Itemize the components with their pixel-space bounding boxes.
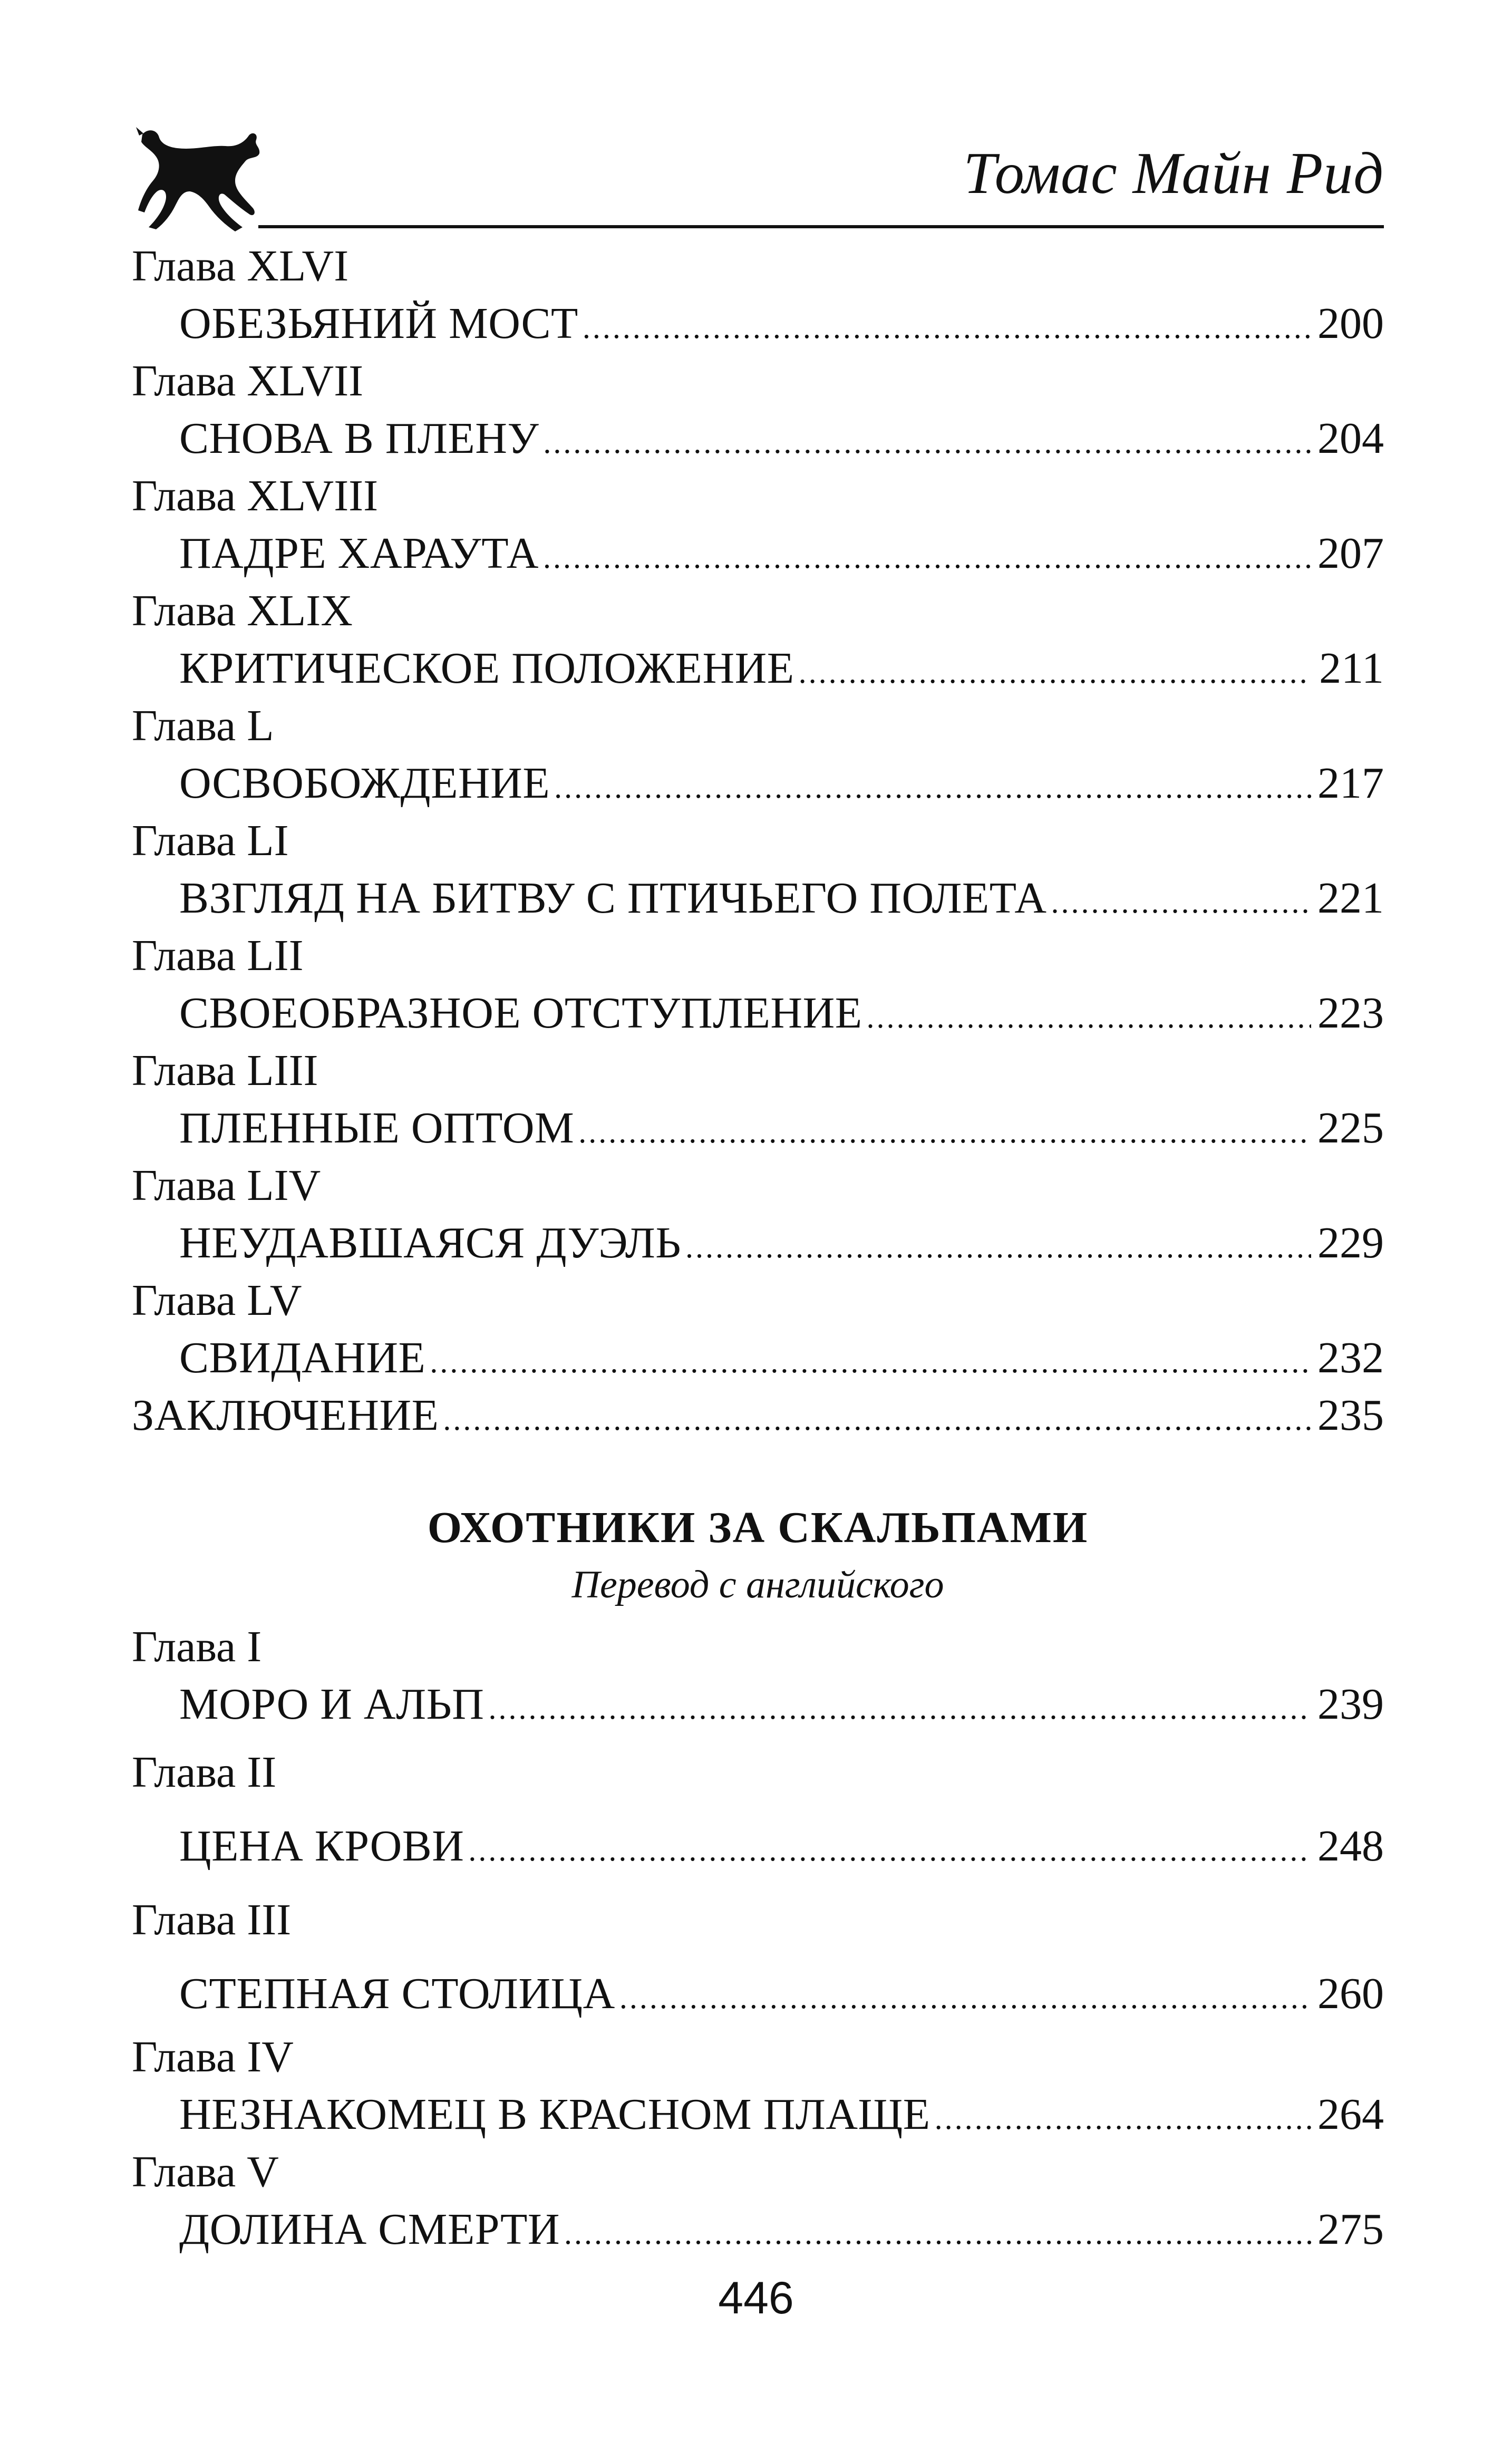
table-of-contents (132, 237, 1384, 2258)
page-number: 223 (1317, 989, 1384, 1038)
dot-leader (543, 529, 1311, 586)
chapter-label: Глава LV (132, 1276, 302, 1325)
toc-entry (132, 927, 1384, 1042)
section-subtitle: Перевод с английского (571, 1563, 944, 1606)
toc-entry (132, 1733, 1384, 1881)
section-heading (132, 1444, 1384, 1618)
page-number: 232 (1317, 1333, 1384, 1382)
toc-entry (132, 697, 1384, 812)
page-number: 221 (1317, 874, 1384, 923)
chapter-label: Глава XLVIII (132, 471, 379, 520)
chapter-title: ЦЕНА КРОВИ (179, 1821, 464, 1871)
dot-leader (867, 989, 1311, 1046)
chapter-title: МОРО И АЛЬП (179, 1680, 484, 1729)
dot-leader (564, 2205, 1311, 2262)
chapter-title: СВОЕОБРАЗНОЕ ОТСТУПЛЕНИЕ (179, 989, 862, 1038)
dot-leader (1051, 874, 1311, 931)
chapter-label: Глава L (132, 701, 274, 750)
toc-entry-conclusion (132, 1387, 1384, 1444)
dot-leader (583, 299, 1311, 356)
dot-leader (619, 1963, 1311, 2032)
running-header (132, 119, 1384, 235)
chapter-title: СВИДАНИЕ (179, 1333, 426, 1382)
chapter-label: Глава XLIX (132, 586, 353, 635)
chapter-label: Глава XLVII (132, 356, 364, 405)
toc-entry (132, 812, 1384, 927)
header-rule (258, 225, 1384, 228)
toc-entry (132, 467, 1384, 582)
page-number: 235 (1317, 1391, 1384, 1440)
toc-entry (132, 1618, 1384, 1733)
chapter-title: ВЗГЛЯД НА БИТВУ С ПТИЧЬЕГО ПОЛЕТА (179, 874, 1047, 923)
toc-entry (132, 1042, 1384, 1157)
toc-entry (132, 582, 1384, 697)
author-name: Томас Майн Рид (963, 141, 1384, 206)
page-number: 239 (1317, 1680, 1384, 1729)
page-number: 260 (1317, 1969, 1384, 2018)
dot-leader (685, 1218, 1311, 1276)
page-folio: 446 (718, 2273, 794, 2323)
page-number: 204 (1317, 414, 1384, 463)
page-number: 200 (1317, 299, 1384, 348)
chapter-title: НЕЗНАКОМЕЦ В КРАСНОМ ПЛАЩЕ (179, 2090, 931, 2139)
chapter-title: ОСВОБОЖДЕНИЕ (179, 759, 550, 808)
toc-entry (132, 1272, 1384, 1387)
page-number: 248 (1317, 1821, 1384, 1871)
dot-leader (578, 1103, 1311, 1161)
chapter-label: Глава IV (132, 2032, 294, 2081)
dot-leader (554, 759, 1311, 816)
toc-entry (132, 352, 1384, 467)
chapter-title: НЕУДАВШАЯСЯ ДУЭЛЬ (179, 1218, 681, 1267)
page-number: 211 (1319, 644, 1384, 693)
toc-entry (132, 2028, 1384, 2143)
dot-leader (543, 414, 1311, 471)
page-number: 264 (1317, 2090, 1384, 2139)
page-number: 225 (1317, 1103, 1384, 1152)
chapter-label: Глава III (132, 1895, 292, 1944)
chapter-title: ОБЕЗЬЯНИЙ МОСТ (179, 299, 578, 348)
dot-leader (430, 1333, 1311, 1391)
chapter-label: Глава LIII (132, 1046, 318, 1095)
toc-entry (132, 237, 1384, 352)
chapter-title: ЗАКЛЮЧЕНИЕ (132, 1391, 439, 1440)
page-number: 275 (1317, 2205, 1384, 2254)
dot-leader (799, 644, 1311, 701)
chapter-label: Глава LII (132, 931, 304, 980)
chapter-title: ПАДРЕ ХАРАУТА (179, 529, 539, 578)
toc-entry (132, 1157, 1384, 1272)
chapter-label: Глава LIV (132, 1161, 321, 1210)
dot-leader (443, 1391, 1311, 1448)
toc-entry (132, 2143, 1384, 2258)
page-number: 229 (1317, 1218, 1384, 1267)
dot-leader (935, 2090, 1311, 2147)
section-title: ОХОТНИКИ ЗА СКАЛЬПАМИ (427, 1503, 1089, 1552)
chapter-title: СТЕПНАЯ СТОЛИЦА (179, 1969, 615, 2018)
chapter-title: КРИТИЧЕСКОЕ ПОЛОЖЕНИЕ (179, 644, 794, 693)
dot-leader (488, 1680, 1311, 1737)
page-number: 207 (1317, 529, 1384, 578)
chapter-label: Глава V (132, 2147, 279, 2196)
dot-leader (468, 1816, 1311, 1884)
chapter-label: Глава I (132, 1622, 262, 1671)
page-number: 217 (1317, 759, 1384, 808)
chapter-label: Глава II (132, 1748, 277, 1797)
chapter-label: Глава XLVI (132, 241, 349, 290)
chapter-title: СНОВА В ПЛЕНУ (179, 414, 539, 463)
horse-logo-icon (132, 124, 264, 235)
chapter-title: ДОЛИНА СМЕРТИ (179, 2205, 560, 2254)
chapter-label: Глава LI (132, 816, 289, 865)
chapter-title: ПЛЕННЫЕ ОПТОМ (179, 1103, 575, 1152)
toc-entry (132, 1881, 1384, 2028)
